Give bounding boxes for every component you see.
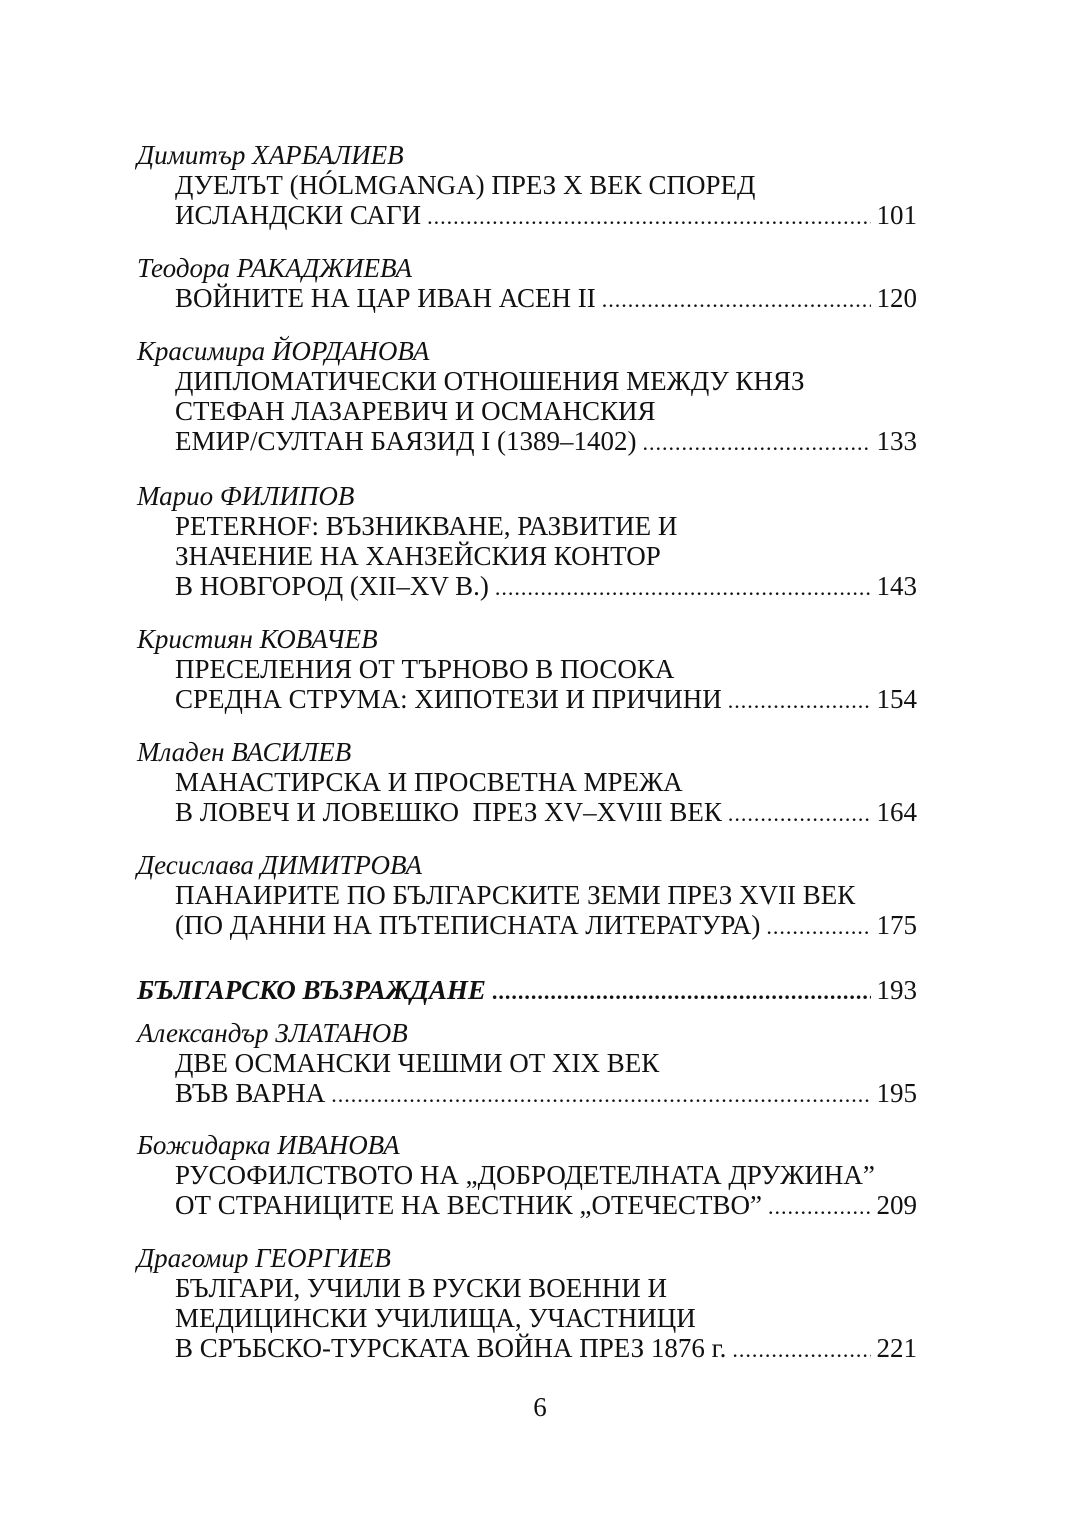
entry-page-number: 209 [876, 1190, 917, 1220]
entry-title-text: (ПО ДАННИ НА ПЪТЕПИСНАТА ЛИТЕРАТУРА) [175, 910, 761, 940]
entry-title-text: ЕМИР/СУЛТАН БАЯЗИД I (1389–1402) [175, 426, 637, 456]
entry-title-text: В НОВГОРОД (XII–XV В.) [175, 571, 489, 601]
toc-entry [137, 336, 917, 456]
entry-author: Марио ФИЛИПОВ [137, 481, 355, 511]
toc-entry [137, 140, 917, 230]
section-page-number: 193 [876, 975, 917, 1005]
entry-author: Божидарка ИВАНОВА [137, 1130, 400, 1160]
entry-title-last-line [137, 1333, 917, 1363]
toc-entry [137, 1018, 917, 1108]
dot-leader [427, 202, 870, 232]
entry-author: Младен ВАСИЛЕВ [137, 737, 352, 767]
entry-author: Драгомир ГЕОРГИЕВ [137, 1243, 391, 1273]
entry-title-line: ДИПЛОМАТИЧЕСКИ ОТНОШЕНИЯ МЕЖДУ КНЯЗ [175, 366, 805, 396]
entry-title-text: ВЪВ ВАРНА [175, 1078, 326, 1108]
toc-entry [137, 850, 917, 940]
entry-title-text: СРЕДНА СТРУМА: ХИПОТЕЗИ И ПРИЧИНИ [175, 684, 722, 714]
toc-entry [137, 253, 917, 313]
entry-author: Теодора РАКАДЖИЕВА [137, 253, 412, 283]
entry-author: Александър ЗЛАТАНОВ [137, 1018, 408, 1048]
dot-leader [643, 428, 871, 458]
dot-leader [495, 573, 871, 603]
entry-author: Красимира ЙОРДАНОВА [137, 336, 430, 366]
entry-title-last-line [137, 1078, 917, 1108]
entry-title-line: МЕДИЦИНСКИ УЧИЛИЩА, УЧАСТНИЦИ [175, 1303, 696, 1333]
dot-leader [492, 977, 871, 1007]
entry-title-last-line [137, 200, 917, 230]
toc-entry [137, 624, 917, 714]
entry-title-line: PETERHOF: ВЪЗНИКВАНЕ, РАЗВИТИЕ И [175, 511, 678, 541]
toc-entry [137, 1130, 917, 1220]
entry-page-number: 164 [876, 797, 917, 827]
entry-author: Десислава ДИМИТРОВА [137, 850, 422, 880]
entry-title-line: ДУЕЛЪТ (HÓLMGANGA) ПРЕЗ Х ВЕК СПОРЕД [175, 170, 756, 200]
entry-title-last-line [137, 797, 917, 827]
entry-title-text: ИСЛАНДСКИ САГИ [175, 200, 422, 230]
toc-entry [137, 481, 917, 601]
section-heading [137, 975, 917, 1005]
entry-title-text: ОТ СТРАНИЦИТЕ НА ВЕСТНИК „ОТЕЧЕСТВО” [175, 1190, 763, 1220]
page-number: 6 [533, 1392, 547, 1422]
entry-title-line: СТЕФАН ЛАЗАРЕВИЧ И ОСМАНСКИЯ [175, 396, 656, 426]
entry-title-last-line [137, 1190, 917, 1220]
entry-title-last-line [137, 426, 917, 456]
entry-page-number: 143 [876, 571, 917, 601]
dot-leader [766, 912, 870, 942]
entry-title-last-line [137, 571, 917, 601]
entry-page-number: 101 [876, 200, 917, 230]
entry-page-number: 221 [876, 1333, 917, 1363]
toc-entry [137, 1243, 917, 1363]
dot-leader [768, 1192, 870, 1222]
entry-title-line: ПАНАИРИТЕ ПО БЪЛГАРСКИТЕ ЗЕМИ ПРЕЗ XVII ВЕК [175, 880, 856, 910]
entry-title-last-line [137, 910, 917, 940]
entry-author: Димитър ХАРБАЛИЕВ [137, 140, 404, 170]
entry-title-line: ДВЕ ОСМАНСКИ ЧЕШМИ ОТ XIX ВЕК [175, 1048, 660, 1078]
entry-title-line: РУСОФИЛСТВОТО НА „ДОБРОДЕТЕЛНАТА ДРУЖИНА” [175, 1160, 875, 1190]
section-title: БЪЛГАРСКО ВЪЗРАЖДАНЕ [137, 975, 486, 1005]
toc-entry [137, 737, 917, 827]
entry-title-line: ПРЕСЕЛЕНИЯ ОТ ТЪРНОВО В ПОСОКА [175, 654, 675, 684]
dot-leader [732, 1335, 870, 1365]
entry-page-number: 195 [876, 1078, 917, 1108]
entry-title-line: БЪЛГАРИ, УЧИЛИ В РУСКИ ВОЕННИ И [175, 1273, 667, 1303]
dot-leader [728, 799, 871, 829]
entry-title-text: ВОЙНИТЕ НА ЦАР ИВАН АСЕН II [175, 283, 596, 313]
dot-leader [602, 285, 871, 315]
dot-leader [728, 686, 871, 716]
entry-title-text: В ЛОВЕЧ И ЛОВЕШКО ПРЕЗ XV–XVIII ВЕК [175, 797, 722, 827]
entry-page-number: 175 [876, 910, 917, 940]
dot-leader [331, 1080, 870, 1110]
entry-title-line: МАНАСТИРСКА И ПРОСВЕТНА МРЕЖА [175, 767, 683, 797]
entry-title-line: ЗНАЧЕНИЕ НА ХАНЗЕЙСКИЯ КОНТОР [175, 541, 661, 571]
entry-title-last-line [137, 283, 917, 313]
entry-author: Кристиян КОВАЧЕВ [137, 624, 378, 654]
entry-page-number: 154 [876, 684, 917, 714]
entry-page-number: 120 [876, 283, 917, 313]
entry-page-number: 133 [876, 426, 917, 456]
entry-title-text: В СРЪБСКО-ТУРСКАТА ВОЙНА ПРЕЗ 1876 г. [175, 1333, 727, 1363]
entry-title-last-line [137, 684, 917, 714]
